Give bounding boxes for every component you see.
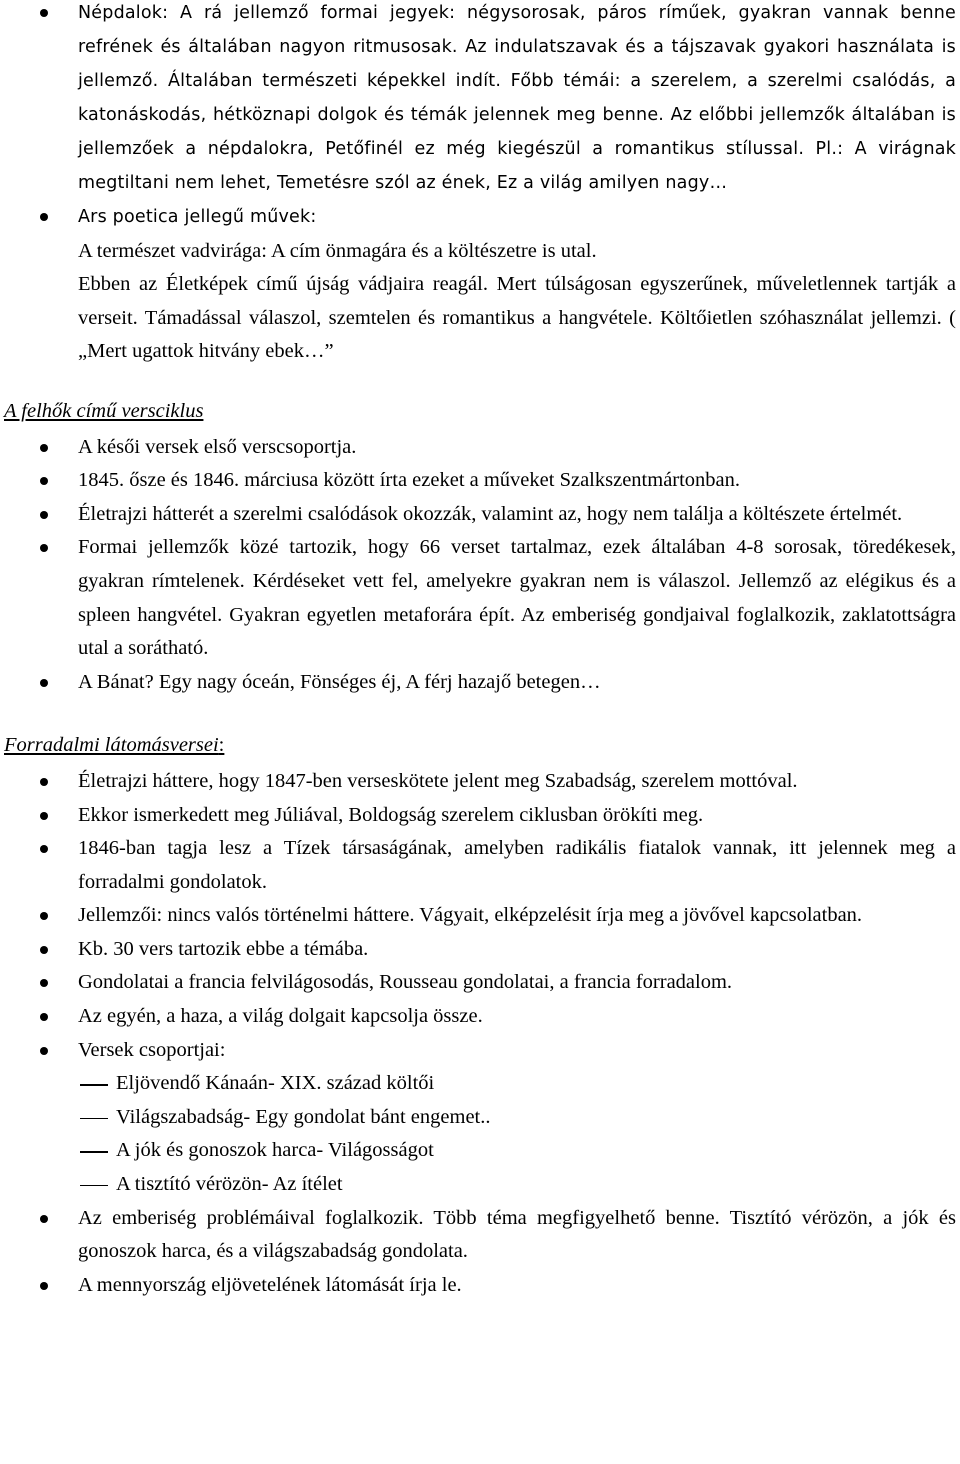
ars-poetica-heading: Ars poetica jellegű művek: xyxy=(78,207,317,227)
list-item: Kb. 30 vers tartozik ebbe a témába. xyxy=(0,933,960,967)
verse-group-item: A tisztító vérözön- Az ítélet xyxy=(0,1168,960,1202)
list-item: A Bánat? Egy nagy óceán, Fönséges éj, A férj hazajő betegen… xyxy=(0,666,960,700)
list-item: Jellemzői: nincs valós történelmi háttere. Vágyait, elképzelésit írja meg a jövővel kapcsolatban. xyxy=(0,899,960,933)
verse-group-item: A jók és gonoszok harca- Világosságot xyxy=(0,1134,960,1168)
list-item: Az emberiség problémáival foglalkozik. Több téma megfigyelhető benne. Tisztító vérözön, a jók és gonoszok harca, és a világszabadság gondolata. xyxy=(0,1202,960,1269)
list-item: Gondolatai a francia felvilágosodás, Rousseau gondolatai, a francia forradalom. xyxy=(0,966,960,1000)
section1-list xyxy=(0,0,960,369)
list-item: 1845. ősze és 1846. márciusa között írta ezeket a műveket Szalkszentmártonban. xyxy=(0,464,960,498)
section-heading-forradalmi xyxy=(0,729,960,763)
list-item: A késői versek első verscsoportja. xyxy=(0,431,960,465)
verse-group-item: Eljövendő Kánaán- XIX. század költői xyxy=(0,1067,960,1101)
section2-list xyxy=(0,431,960,700)
heading-colon: : xyxy=(218,734,225,757)
list-item: Életrajzi háttere, hogy 1847-ben verseskötete jelent meg Szabadság, szerelem mottóval. xyxy=(0,765,960,799)
verse-groups-list xyxy=(0,1067,960,1201)
ars-poetica-line3: Ebben az Életképek című újság vádjaira reagál. Mert túlságosan egyszerűnek, műveletlennek tartják a verseit. Támadással válaszol, szemtelen és romantikus a hangvétele. Költőietlen szóhasználat jellemzi. ( „Mert ugattok hitvány ebek…” xyxy=(78,273,956,363)
list-item: Az egyén, a haza, a világ dolgait kapcsolja össze. xyxy=(0,1000,960,1034)
section3-list-continued xyxy=(0,1202,960,1303)
ars-poetica-line2: A természet vadvirága: A cím önmagára és a költészetre is utal. xyxy=(78,239,597,262)
list-item: 1846-ban tagja lesz a Tízek társaságának, amelyben radikális fiatalok vannak, itt jelennek meg a forradalmi gondolatok. xyxy=(0,832,960,899)
verse-group-item: Világszabadság- Egy gondolat bánt engemet.. xyxy=(0,1101,960,1135)
list-item-nepdalok: Népdalok: A rá jellemző formai jegyek: négysorosak, páros ríműek, gyakran vannak benne refrének és általában nagyon ritmusosak. Az indulatszavak és a tájszavak gyakori használata is jellemző. Általában természeti képekkel indít. Főbb témái: a szerelem, a szerelmi csalódás, a katonáskodás, hétköznapi dolgok és témák jelennek meg benne. Az előbbi jellemzők általában is jellemzőek a népdalokra, Petőfinél ez még kiegészül a romantikus stílussal. Pl.: A virágnak megtiltani nem lehet, Temetésre szól az ének, Ez a világ amilyen nagy… xyxy=(0,0,960,200)
list-item: A mennyország eljövetelének látomását írja le. xyxy=(0,1269,960,1303)
section3-list xyxy=(0,765,960,1067)
list-item: Versek csoportjai: xyxy=(0,1034,960,1068)
section-heading-felhok: A felhők című versciklus xyxy=(4,399,204,422)
list-item: Ekkor ismerkedett meg Júliával, Boldogság szerelem ciklusban örökíti meg. xyxy=(0,799,960,833)
list-item: Formai jellemzők közé tartozik, hogy 66 verset tartalmaz, ezek általában 4-8 sorosak, töredékesek, gyakran rímtelenek. Kérdéseket vett fel, amelyekre gyakran nem is válaszol. Jellemző az elégikus és a spleen hangvétel. Gyakran egyetlen metaforára épít. Az emberiség gondjaival foglalkozik, zaklatottságra utal a sorátható. xyxy=(0,531,960,665)
list-item: Életrajzi hátterét a szerelmi csalódások okozzák, valamint az, hogy nem találja a költészete értelmét. xyxy=(0,498,960,532)
list-item-ars-poetica xyxy=(0,200,960,369)
heading-text: Forradalmi látomásversei xyxy=(4,734,219,757)
